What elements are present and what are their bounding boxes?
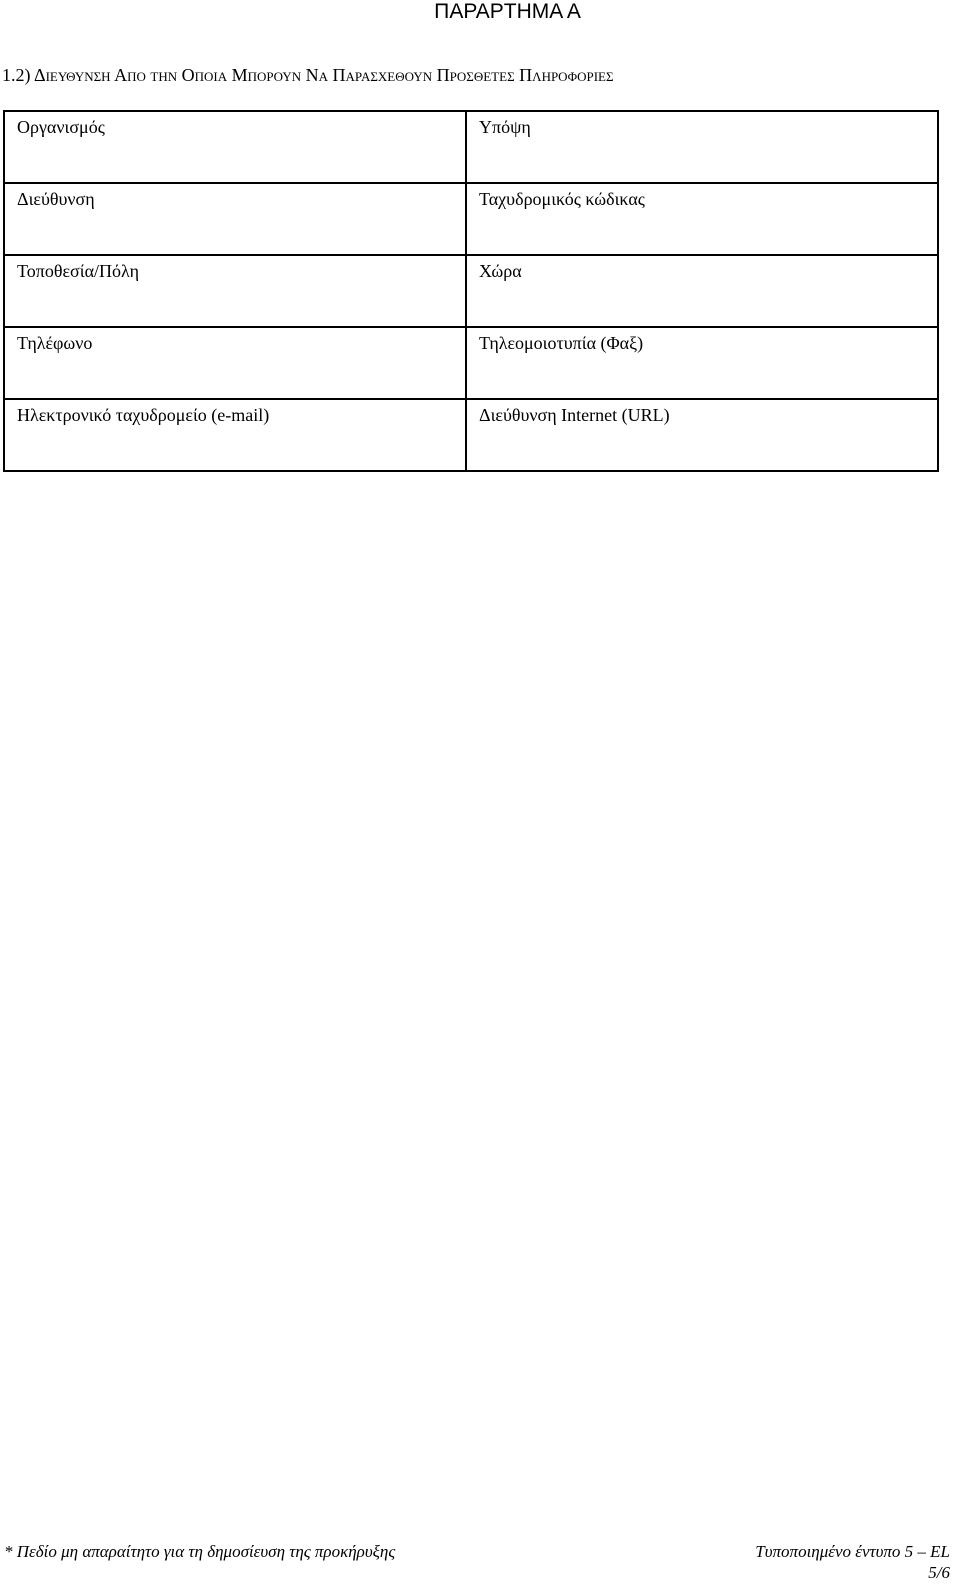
heading-word: ΠΑΡΑΣΧΕΘΟΥΝ (332, 65, 433, 85)
contact-form-table (3, 110, 939, 472)
heading-word: ΟΠΟΙΑ (181, 65, 228, 85)
heading-word: ΑΠΟ (114, 65, 146, 85)
form-row (4, 327, 938, 399)
footer-note: * Πεδίο μη απαραίτητο για τη δημοσίευση της προκήρυξης (4, 1542, 396, 1561)
internet-address-field[interactable]: Διεύθυνση Internet (URL) (466, 399, 938, 471)
form-row (4, 111, 938, 183)
annex-title: ΠΑΡΑΡΤΗΜΑ Α (434, 0, 581, 23)
section-number: 1.2) (2, 65, 31, 85)
address-field[interactable]: Διεύθυνση (4, 183, 466, 255)
section-heading (2, 64, 614, 88)
heading-word: ΝΑ (305, 65, 329, 85)
country-field[interactable]: Χώρα (466, 255, 938, 327)
heading-word: ΠΛΗΡΟΦΟΡΙΕΣ (519, 65, 614, 85)
page-number: 5/6 (928, 1563, 950, 1582)
form-row (4, 399, 938, 471)
postal-code-field[interactable]: Ταχυδρομικός κώδικας (466, 183, 938, 255)
form-row (4, 183, 938, 255)
telephone-field[interactable]: Τηλέφωνο (4, 327, 466, 399)
heading-word: ΔΙΕΥΘΥΝΣΗ (34, 65, 111, 85)
footer-form-name: Τυποποιημένο έντυπο 5 – EL (755, 1542, 950, 1561)
heading-word: ΠΡΟΣΘΕΤΕΣ (436, 65, 515, 85)
town-field[interactable]: Τοποθεσία/Πόλη (4, 255, 466, 327)
email-field[interactable]: Ηλεκτρονικό ταχυδρομείο (e-mail) (4, 399, 466, 471)
form-row (4, 255, 938, 327)
heading-word: ΜΠΟΡΟΥΝ (231, 65, 302, 85)
attention-field[interactable]: Υπόψη (466, 111, 938, 183)
organisation-field[interactable]: Οργανισμός (4, 111, 466, 183)
heading-word: ΤΗΝ (150, 69, 178, 84)
fax-field[interactable]: Τηλεομοιοτυπία (Φαξ) (466, 327, 938, 399)
